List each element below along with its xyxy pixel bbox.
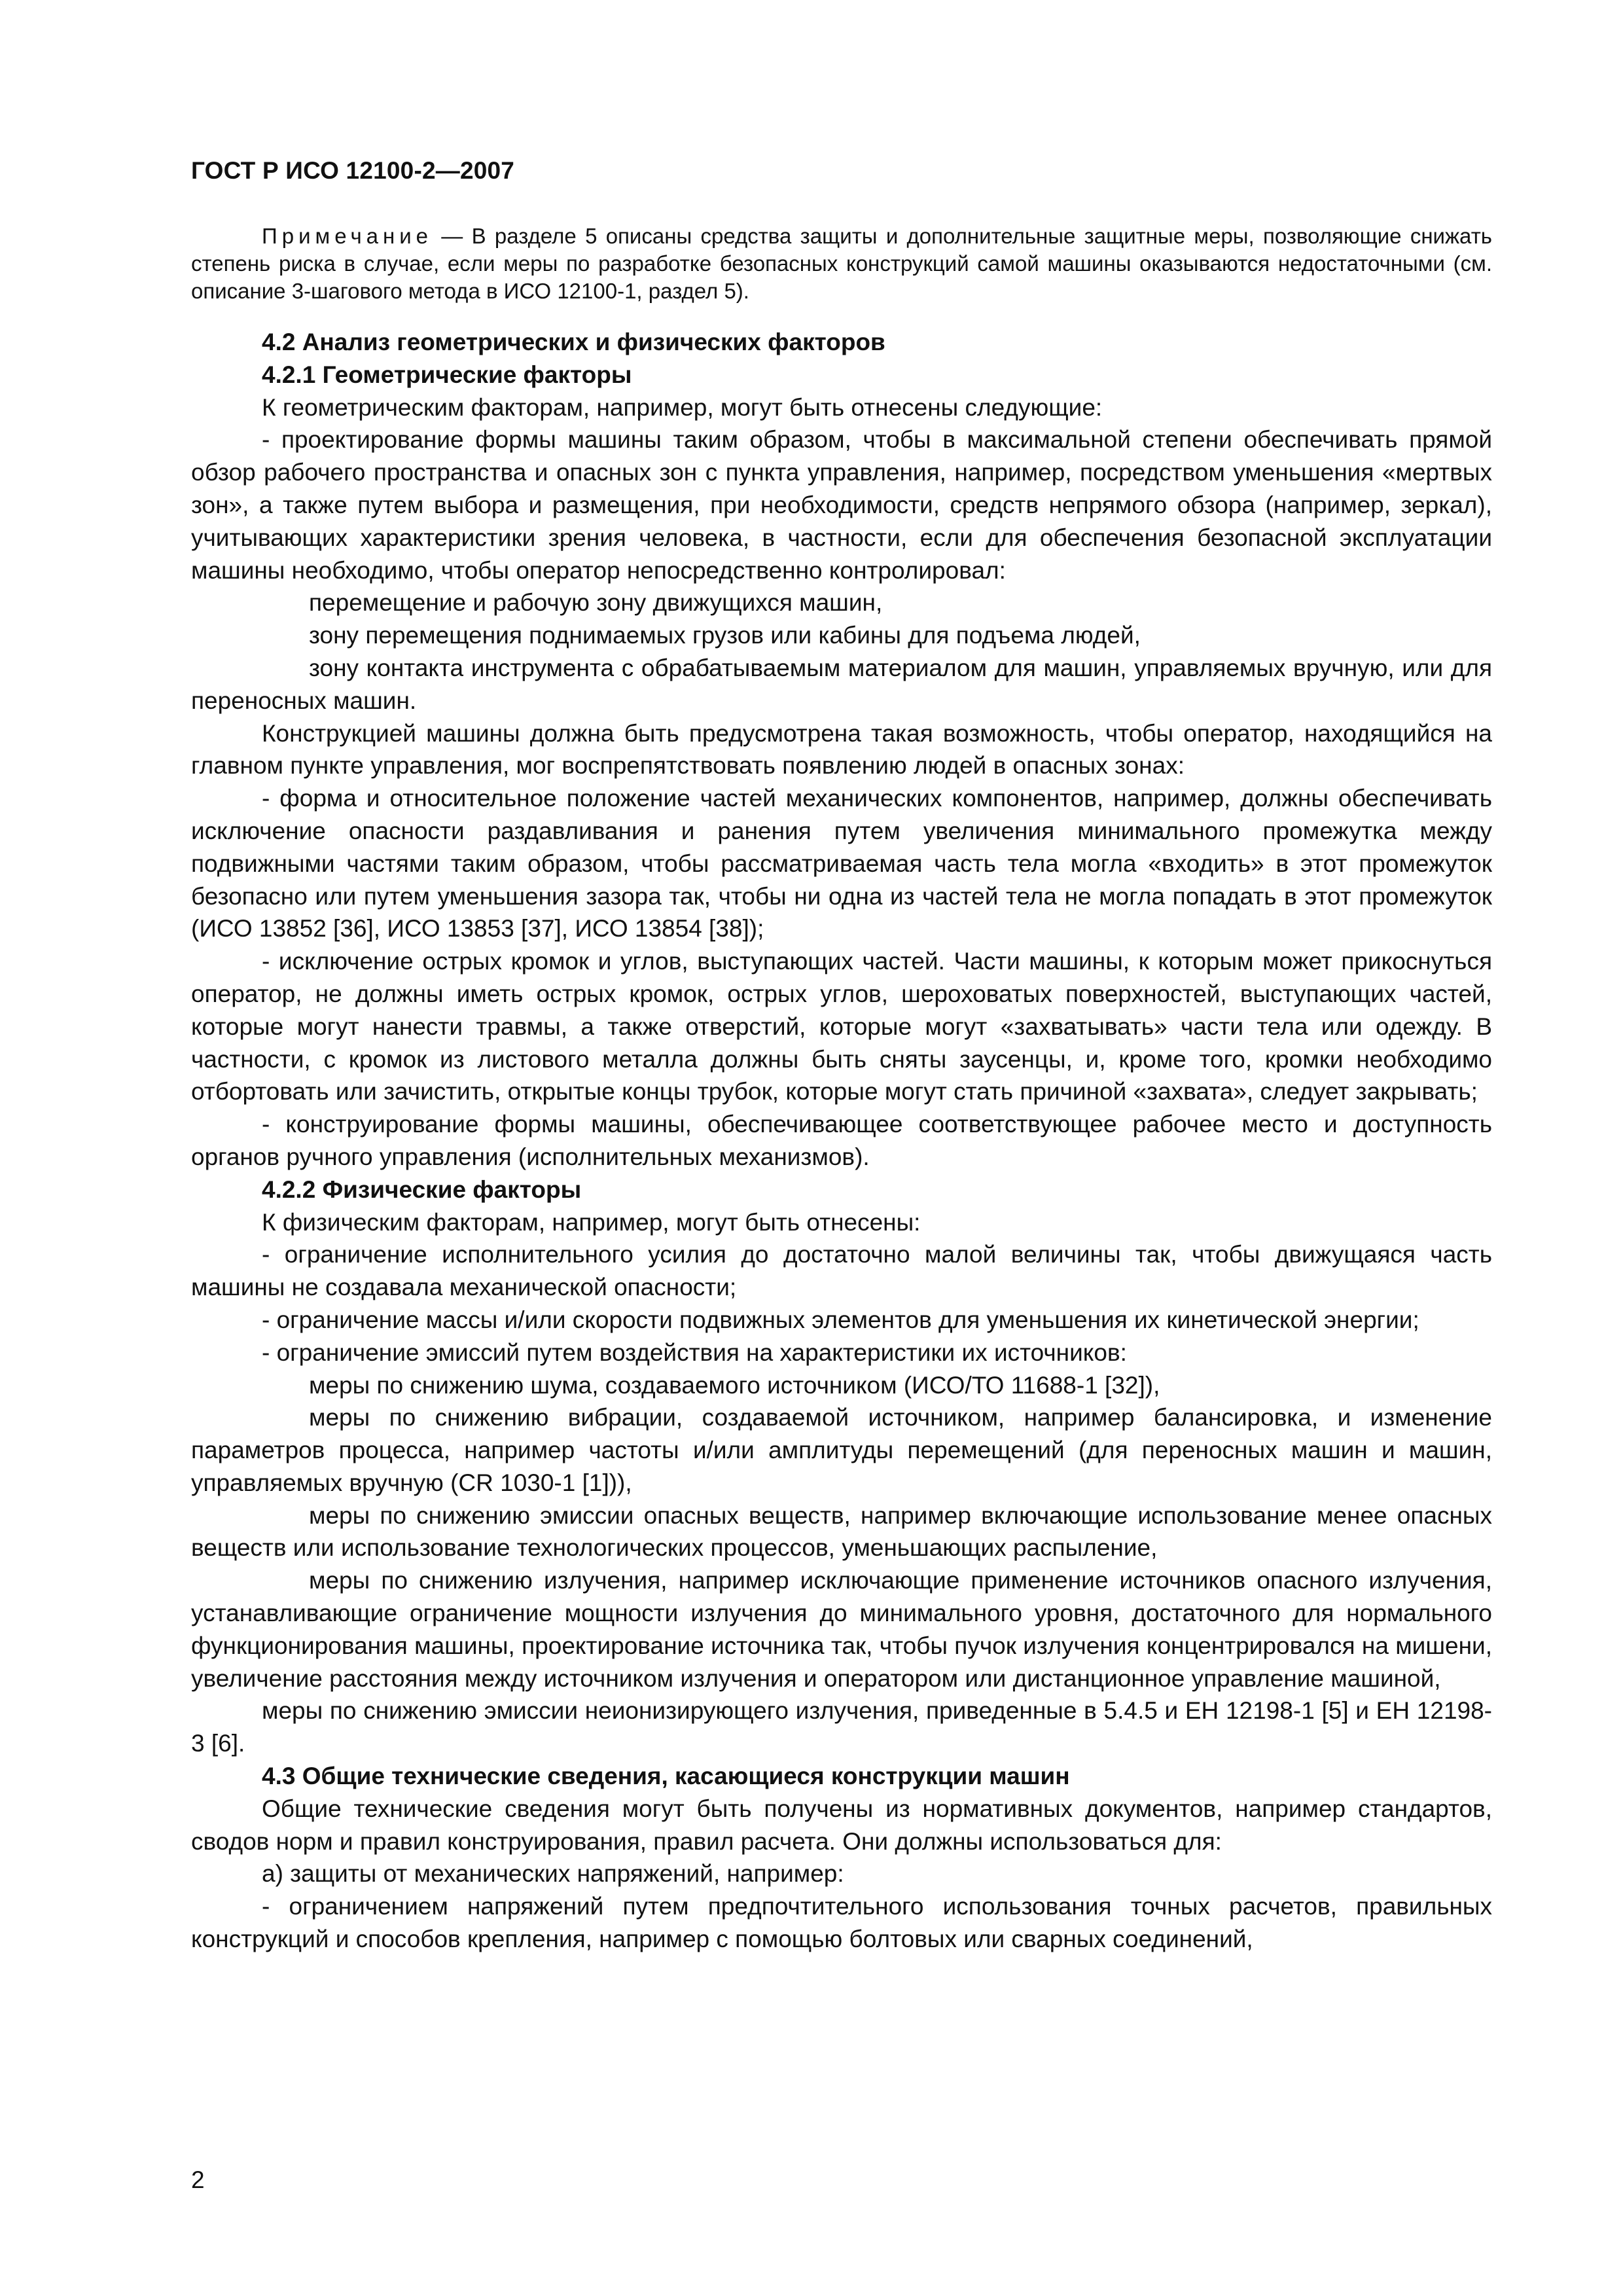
section-heading-4-2-1: 4.2.1 Геометрические факторы [262,361,632,388]
list-item: - конструирование формы машины, обеспечивающее соответствующее рабочее место и доступность органов ручного управления (исполнительных механизмов). [191,1111,1492,1170]
sub-list-item: меры по снижению эмиссии неионизирующего излучения, приведенные в 5.4.5 и ЕН 12198-1 [5] и ЕН 12198-3 [6]. [191,1697,1492,1757]
list-item: а) защиты от механических напряжений, например: [262,1860,844,1888]
sub-list-item: меры по снижению шума, создаваемого источником (ИСО/ТО 11688-1 [32]), [309,1371,1160,1399]
note-text: — В разделе 5 описаны средства защиты и дополнительные защитные меры, позволяющие снижать степень риска в случае, если меры по разработке безопасных конструкций самой машины оказываются недостаточными (см. описание 3-шагового метода в ИСО 12100-1, раздел 5). [191,224,1492,303]
section-heading-4-3: 4.3 Общие технические сведения, касающиеся конструкции машин [262,1763,1070,1790]
sub-list-item: меры по снижению излучения, например исключающие применение источников опасного излучения, устанавливающие ограничение мощности излучения до минимального уровня, достаточного для нормального функционирования машины, проектирование источника так, чтобы пучок излучения концентрировался на мишени, увеличение расстояния между источником излучения и оператором или дистанционное управление машиной, [191,1567,1492,1692]
sub-list-item: перемещение и рабочую зону движущихся машин, [309,589,883,617]
paragraph: Конструкцией машины должна быть предусмотрена такая возможность, чтобы оператор, находящийся на главном пункте управления, мог воспрепятствовать появлению людей в опасных зонах: [191,719,1492,780]
document-body [191,223,1492,1956]
list-item: - ограничением напряжений путем предпочтительного использования точных расчетов, правильных конструкций и способов крепления, например с помощью болтовых или сварных соединений, [191,1893,1492,1953]
sub-list-item: зону перемещения поднимаемых грузов или кабины для подъема людей, [309,622,1141,649]
section-heading-4-2: 4.2 Анализ геометрических и физических факторов [262,329,885,355]
list-item: - ограничение массы и/или скорости подвижных элементов для уменьшения их кинетической энергии; [262,1306,1419,1333]
note-paragraph [191,223,1492,305]
paragraph: К геометрическим факторам, например, могут быть отнесены следующие: [262,393,1103,421]
list-item: - ограничение эмиссий путем воздействия на характеристики их источников: [262,1338,1127,1366]
list-item: - исключение острых кромок и углов, выступающих частей. Части машины, к которым может прикоснуться оператор, не должны иметь острых кромок, острых углов, шероховатых поверхностей, выступающих частей, которые могут нанести травмы, а также отверстий, которые могут «захватывать» части тела или одежду. В частности, с кромок из листового металла должны быть сняты заусенцы, и, кроме того, кромки необходимо отбортовать или зачистить, открытые концы трубок, которые могут стать причиной «захвата», следует закрывать; [191,948,1492,1105]
list-item: - форма и относительное положение частей механических компонентов, например, должны обеспечивать исключение опасности раздавливания и ранения путем увеличения минимального промежутка между подвижными частями таким образом, чтобы рассматриваемая часть тела могла «входить» в этот промежуток безопасно или путем уменьшения зазора так, чтобы ни одна из частей тела не могла попадать в этот промежуток (ИСО 13852 [36], ИСО 13853 [37], ИСО 13854 [38]); [191,785,1492,942]
sub-list-item: меры по снижению вибрации, создаваемой источником, например балансировка, и изменение параметров процесса, например частоты и/или амплитуды перемещений (для переносных машин и машин, управляемых вручную (CR 1030-1 [1])), [191,1404,1492,1496]
note-label: Примечание [262,224,433,248]
page-number: 2 [191,2166,205,2193]
document-code-header: ГОСТ Р ИСО 12100-2—2007 [191,157,515,184]
sub-list-item: меры по снижению эмиссии опасных веществ, например включающие использование менее опасных веществ или использование технологических процессов, уменьшающих распыление, [191,1501,1492,1562]
paragraph: Общие технические сведения могут быть получены из нормативных документов, например стандартов, сводов норм и правил конструирования, правил расчета. Они должны использоваться для: [191,1795,1492,1855]
section-heading-4-2-2: 4.2.2 Физические факторы [262,1175,582,1203]
list-item: - ограничение исполнительного усилия до достаточно малой величины так, чтобы движущаяся часть машины не создавала механической опасности; [191,1241,1492,1301]
paragraph: К физическим факторам, например, могут быть отнесены: [262,1208,921,1236]
sub-list-item: зону контакта инструмента с обрабатываемым материалом для машин, управляемых вручную, или для переносных машин. [191,654,1492,714]
list-item: - проектирование формы машины таким образом, чтобы в максимальной степени обеспечивать прямой обзор рабочего пространства и опасных зон с пункта управления, например, посредством уменьшения «мертвых зон», а также путем выбора и размещения, при необходимости, средств непрямого обзора (например, зеркал), учитывающих характеристики зрения человека, в частности, если для обеспечения безопасной эксплуатации машины необходимо, чтобы оператор непосредственно контролировал: [191,426,1492,584]
